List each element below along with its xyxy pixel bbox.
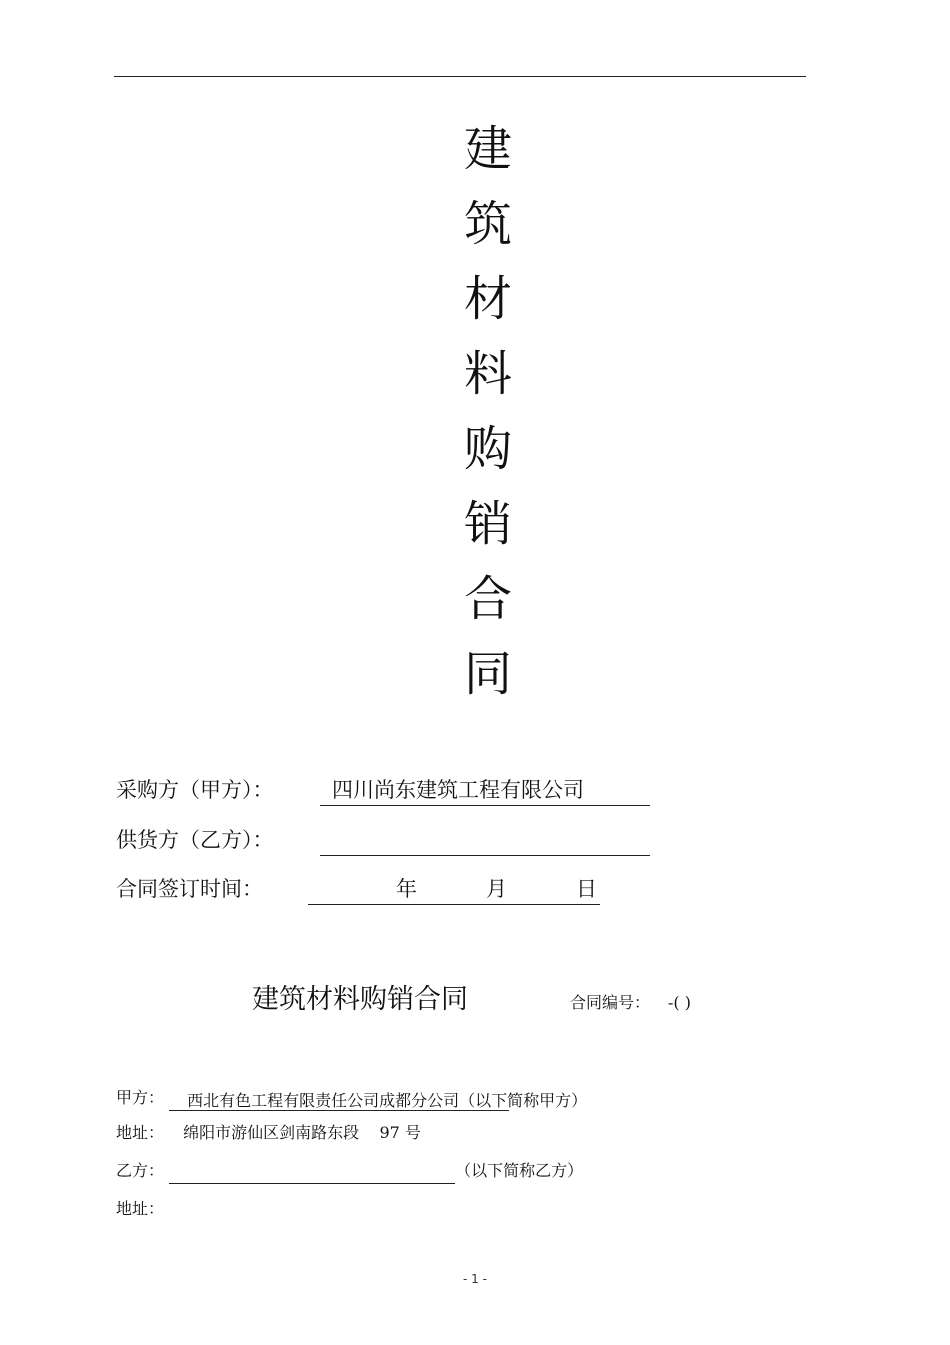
buyer-row <box>116 775 584 805</box>
party-a-label: 甲方： <box>116 1088 165 1107</box>
date-year: 年 <box>396 877 417 901</box>
vertical-cover-title <box>458 112 518 712</box>
party-a-field <box>169 1088 588 1111</box>
contract-number-value: -( ) <box>668 993 691 1012</box>
party-a-row <box>116 1085 588 1111</box>
title-character: 料 <box>463 346 512 402</box>
party-a-address-label: 地址： <box>116 1123 165 1142</box>
party-a-value: 西北有色工程有限责任公司成都分公司（以下简称甲方） <box>187 1091 588 1110</box>
contract-number-label: 合同编号： <box>570 993 651 1012</box>
buyer-field <box>320 775 650 806</box>
buyer-label: 采购方（甲方）： <box>116 778 274 802</box>
party-b-label: 乙方： <box>116 1161 165 1180</box>
party-a-address-row <box>116 1120 421 1146</box>
supplier-row <box>116 825 274 855</box>
title-character: 购 <box>463 421 512 477</box>
party-b-suffix: （以下简称乙方） <box>455 1161 584 1180</box>
title-character: 建 <box>463 121 512 177</box>
header-rule <box>114 76 806 77</box>
signing-time-label: 合同签订时间： <box>116 877 263 901</box>
title-character: 同 <box>463 646 512 702</box>
party-b-address-label: 地址： <box>116 1199 165 1218</box>
date-day: 日 <box>576 877 597 901</box>
supplier-field <box>320 825 650 856</box>
signing-date-field <box>308 874 600 905</box>
title-character: 合 <box>463 571 512 627</box>
party-b-row <box>116 1158 583 1184</box>
date-month: 月 <box>486 877 507 901</box>
buyer-value: 四川尚东建筑工程有限公司 <box>332 778 584 802</box>
contract-number <box>570 990 691 1016</box>
page-number: - 1 - <box>463 1272 487 1286</box>
title-character: 筑 <box>463 196 512 252</box>
title-character: 销 <box>463 496 512 552</box>
supplier-label: 供货方（乙方）： <box>116 828 274 852</box>
signing-time-row <box>116 874 597 904</box>
party-b-address-row <box>116 1196 164 1222</box>
party-a-address-value: 绵阳市游仙区剑南路东段 97 号 <box>183 1123 421 1142</box>
party-b-field <box>169 1161 455 1184</box>
title-character: 材 <box>463 271 512 327</box>
contract-title: 建筑材料购销合同 <box>252 984 468 1015</box>
